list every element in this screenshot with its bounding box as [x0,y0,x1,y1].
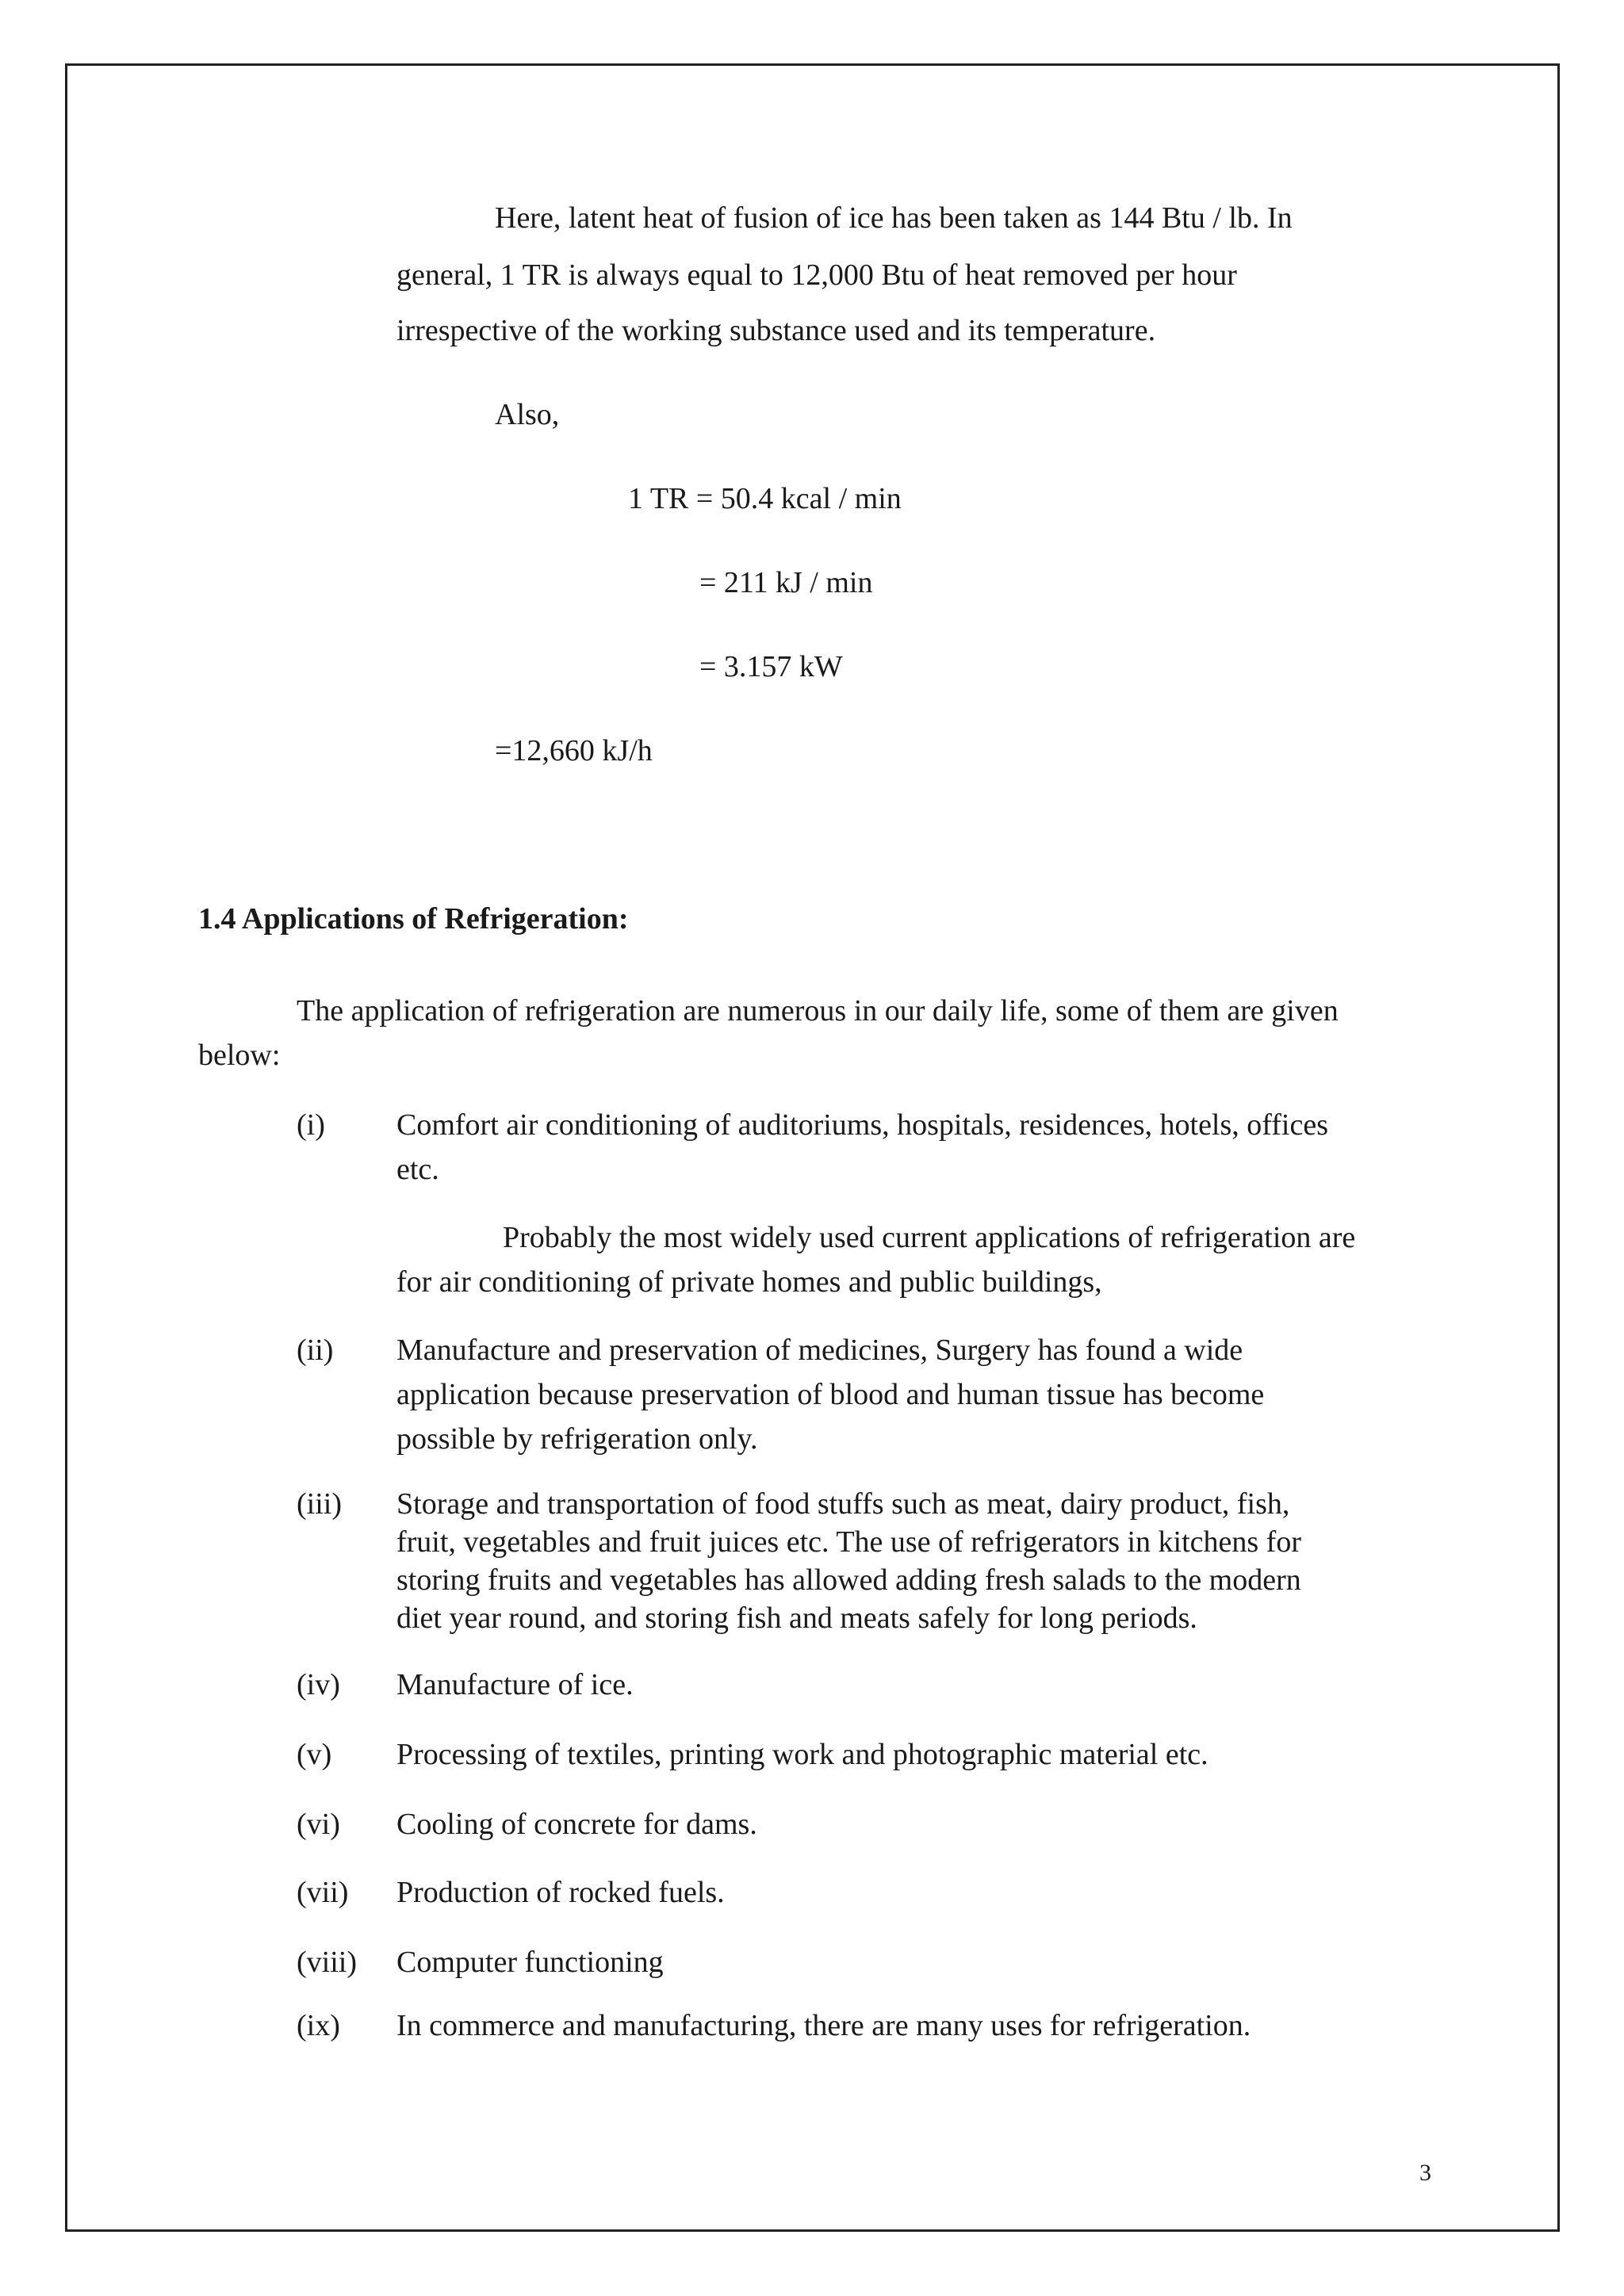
list-item-line: possible by refrigeration only. [396,1422,758,1456]
list-item-line: application because preservation of blood and human tissue has become [396,1378,1265,1411]
list-item-line: Production of rocked fuels. [396,1876,725,1909]
list-item-note-line: Probably the most widely used current applications of refrigeration are [503,1221,1356,1254]
list-item-line: Comfort air conditioning of auditoriums, hospitals, residences, hotels, offices [396,1108,1328,1142]
list-item-number: (vii) [297,1876,349,1909]
list-item-line: fruit, vegetables and fruit juices etc. The use of refrigerators in kitchens for [396,1525,1301,1559]
page-border [65,63,1560,2232]
list-item-number: (iii) [297,1487,342,1521]
list-item-number: (ii) [297,1334,334,1367]
list-item-line: Manufacture of ice. [396,1668,634,1701]
list-item-number: (i) [297,1108,325,1142]
page-number: 3 [1419,2160,1431,2186]
equation-2: = 211 kJ / min [699,566,873,599]
equation-1: 1 TR = 50.4 kcal / min [628,482,902,515]
list-item-line: Storage and transportation of food stuffs such as meat, dairy product, fish, [396,1487,1290,1521]
equation-4: =12,660 kJ/h [495,734,653,767]
list-item-note-line: for air conditioning of private homes and public buildings, [396,1265,1102,1299]
equation-3: = 3.157 kW [699,650,843,683]
list-item-line: In commerce and manufacturing, there are many uses for refrigeration. [396,2009,1251,2042]
list-item-line: diet year round, and storing fish and meats safely for long periods. [396,1601,1197,1635]
list-item-number: (ix) [297,2009,340,2042]
list-item-line: Manufacture and preservation of medicines, Surgery has found a wide [396,1334,1243,1367]
list-item-number: (iv) [297,1668,340,1701]
list-item-number: (v) [297,1738,332,1771]
list-item-line: Processing of textiles, printing work and photographic material etc. [396,1738,1208,1771]
section-intro-line-2: below: [198,1039,281,1072]
section-heading: 1.4 Applications of Refrigeration: [198,902,629,936]
also-label: Also, [495,398,560,431]
list-item-number: (viii) [297,1946,357,1979]
section-intro-line-1: The application of refrigeration are numerous in our daily life, some of them are given [297,994,1339,1027]
list-item-line: etc. [396,1153,439,1186]
list-item-line: Cooling of concrete for dams. [396,1808,757,1841]
intro-line-1: Here, latent heat of fusion of ice has been taken as 144 Btu / lb. In [495,201,1293,235]
list-item-number: (vi) [297,1808,340,1841]
intro-line-3: irrespective of the working substance used and its temperature. [396,314,1156,347]
list-item-line: storing fruits and vegetables has allowed adding fresh salads to the modern [396,1563,1301,1597]
intro-line-2: general, 1 TR is always equal to 12,000 Btu of heat removed per hour [396,258,1237,292]
list-item-line: Computer functioning [396,1946,664,1979]
